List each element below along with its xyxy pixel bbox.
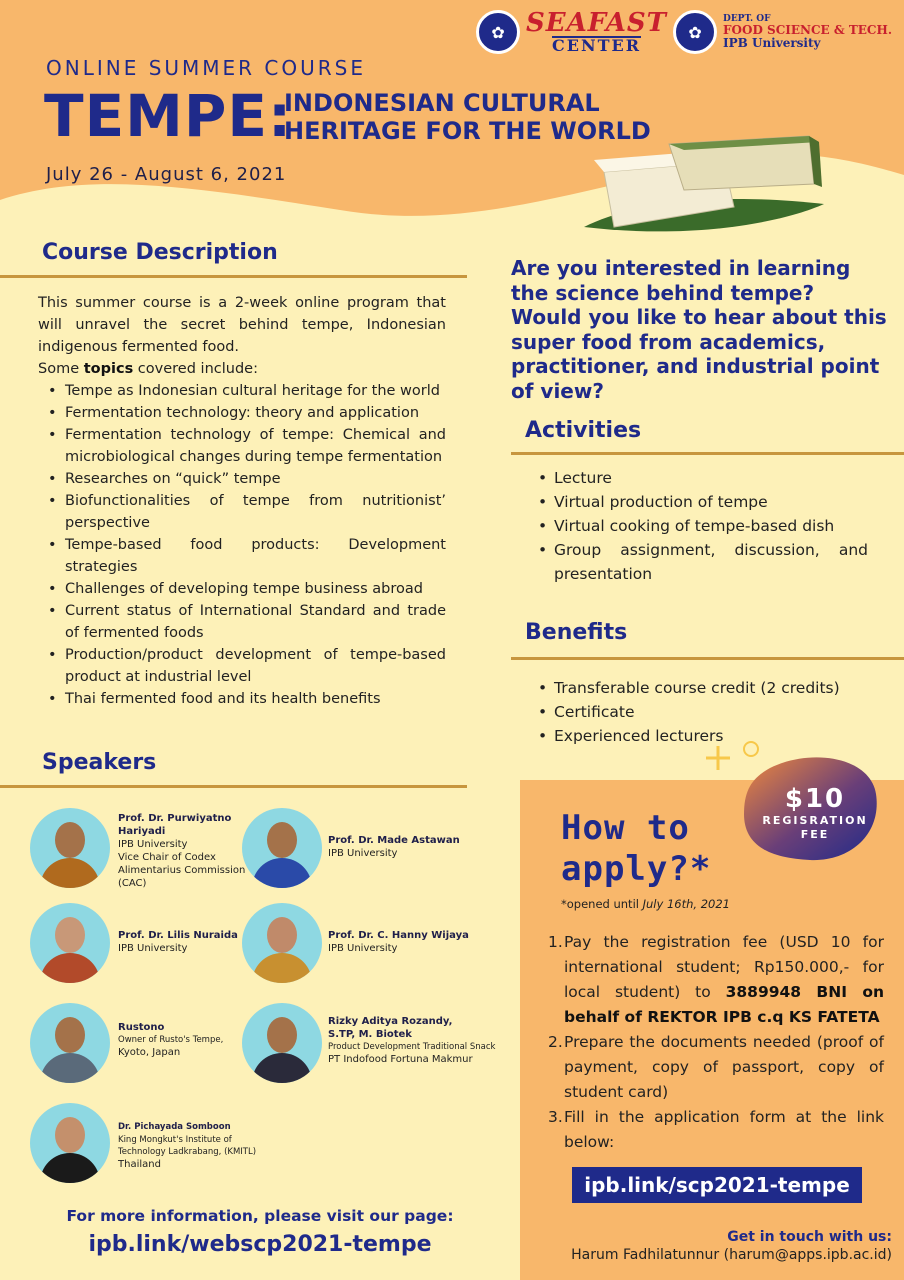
benefits-rule	[511, 657, 904, 660]
subtitle-line1: INDONESIAN CULTURAL	[284, 89, 600, 117]
apply-title-line2: apply?*	[561, 849, 712, 889]
topic-item: • Tempe-based food products: Development strategies	[38, 534, 446, 578]
topic-item: • Biofunctionalities of tempe from nutritionist’ perspective	[38, 490, 446, 534]
seafast-logo-line1: SEAFAST	[526, 8, 668, 38]
speaker-avatar	[30, 1103, 110, 1183]
speaker-affiliation: IPB University	[118, 839, 188, 850]
topic-item: • Challenges of developing tempe business abroad	[38, 578, 446, 600]
topic-item: • Tempe as Indonesian cultural heritage for the world	[38, 380, 446, 402]
speaker-card	[328, 929, 478, 955]
course-description-heading: Course Description	[42, 240, 278, 265]
step-text: Prepare the documents needed (proof of payment, copy of passport, copy of student card)	[564, 1033, 884, 1101]
ipb-seal-icon-2: ✿	[673, 10, 717, 54]
logo-bar	[476, 10, 892, 54]
benefits-heading: Benefits	[525, 620, 628, 645]
speaker-avatar	[242, 1003, 322, 1083]
course-kicker: ONLINE SUMMER COURSE	[46, 56, 367, 80]
speaker-affiliation: Owner of Rusto's Tempe,	[118, 1035, 224, 1045]
apply-step	[548, 1105, 884, 1155]
speaker-affiliation: IPB University	[328, 848, 398, 859]
activity-item: • Virtual cooking of tempe-based dish	[528, 514, 868, 538]
apply-title	[561, 808, 711, 890]
speaker-affiliation: IPB University	[328, 943, 398, 954]
activities-list	[528, 466, 868, 586]
apply-step	[548, 930, 884, 1030]
activity-item: • Group assignment, discussion, and presentation	[528, 538, 868, 586]
benefit-item: • Certificate	[528, 700, 878, 724]
step-number: 3.	[548, 1108, 563, 1126]
topic-item: • Production/product development of tempe-based product at industrial level	[38, 644, 446, 688]
speaker-affiliation: Vice Chair of Codex	[118, 852, 216, 863]
topics-list	[38, 380, 446, 710]
apply-steps	[548, 930, 884, 1155]
opened-prefix: *opened until	[561, 897, 643, 911]
speaker-avatar	[30, 808, 110, 888]
tempe-illustration	[574, 132, 834, 242]
speaker-avatar	[242, 808, 322, 888]
activity-item: • Virtual production of tempe	[528, 490, 868, 514]
application-link-button[interactable]: ipb.link/scp2021-tempe	[572, 1167, 862, 1203]
speaker-avatar	[30, 1003, 110, 1083]
speaker-affiliation: Kyoto, Japan	[118, 1047, 181, 1058]
speaker-affiliation: (CAC)	[118, 878, 147, 889]
apply-title-line1: How to	[561, 808, 690, 848]
dept-logo	[723, 14, 892, 51]
step-number: 2.	[548, 1033, 563, 1051]
topic-item: • Fermentation technology of tempe: Chemical and microbiological changes during tempe fermentation	[38, 424, 446, 468]
speaker-name: Prof. Dr. Made Astawan	[328, 835, 460, 846]
topics-word: topics	[83, 361, 134, 377]
topics-prefix: Some	[38, 361, 84, 377]
contact-heading: Get in touch with us:	[727, 1229, 892, 1245]
fee-label-line1: REGISRATION	[762, 814, 868, 827]
speaker-affiliation: Technology Ladkrabang, (KMITL)	[118, 1147, 257, 1157]
more-info-link[interactable]: ipb.link/webscp2021-tempe	[88, 1232, 432, 1257]
opened-until	[561, 897, 730, 911]
dept-line3: IPB University	[723, 36, 821, 51]
speaker-name: Prof. Dr. Purwiyatno Hariyadi	[118, 813, 232, 837]
speaker-card	[328, 1015, 508, 1066]
step-text: Pay the registration fee (USD 10 for international student; Rp150.000,- for local student) to	[564, 933, 884, 1001]
contact-info[interactable]: Harum Fadhilatunnur (harum@apps.ipb.ac.id)	[571, 1247, 892, 1263]
speaker-card	[118, 1121, 278, 1171]
page-title: TEMPE:	[44, 82, 293, 150]
speaker-card	[118, 812, 248, 890]
speaker-card	[118, 1021, 248, 1059]
speaker-name: Rustono	[118, 1022, 165, 1033]
dept-line2: FOOD SCIENCE & TECH.	[723, 22, 892, 37]
topics-intro	[38, 358, 446, 380]
activities-heading: Activities	[525, 418, 642, 443]
topic-item: • Current status of International Standard and trade of fermented foods	[38, 600, 446, 644]
seafast-logo	[526, 10, 667, 54]
speaker-affiliation: PT Indofood Fortuna Makmur	[328, 1054, 473, 1065]
step-text: Fill in the application form at the link below:	[564, 1108, 884, 1151]
speaker-avatar	[30, 903, 110, 983]
more-info-text: For more information, please visit our page:	[66, 1207, 454, 1225]
topic-item: • Fermentation technology: theory and application	[38, 402, 446, 424]
speaker-affiliation: Thailand	[118, 1159, 161, 1170]
speaker-card	[328, 834, 478, 860]
speaker-affiliation: Alimentarius Commission	[118, 865, 246, 876]
opened-date: July 16th, 2021	[642, 897, 730, 911]
speaker-avatar	[242, 903, 322, 983]
seafast-logo-line2: CENTER	[552, 36, 641, 55]
topics-suffix: covered include:	[133, 361, 258, 377]
apply-step	[548, 1030, 884, 1105]
ipb-seal-icon: ✿	[476, 10, 520, 54]
intro-question: Are you interested in learning the science behind tempe? Would you like to hear about this super food from academics, practitioner, and industrial point of view?	[511, 256, 887, 403]
speaker-card	[118, 929, 248, 955]
benefit-item: • Transferable course credit (2 credits)	[528, 676, 878, 700]
course-description-body	[38, 292, 446, 710]
activity-item: • Lecture	[528, 466, 868, 490]
speaker-affiliation: King Mongkut's Institute of	[118, 1135, 232, 1145]
bank-account: 3889948 BNI on behalf of REKTOR IPB c.q KS FATETA	[564, 983, 884, 1026]
topic-item: • Researches on “quick” tempe	[38, 468, 446, 490]
course-dates: July 26 - August 6, 2021	[46, 164, 287, 185]
fee-amount: $10	[784, 784, 846, 814]
fee-label-line2: FEE	[800, 828, 830, 841]
speaker-name: Prof. Dr. C. Hanny Wijaya	[328, 930, 469, 941]
activities-rule	[511, 452, 904, 455]
speaker-affiliation: Product Development Traditional Snack	[328, 1042, 496, 1052]
speaker-name: Rizky Aditya Rozandy, S.TP, M. Biotek	[328, 1016, 453, 1040]
dept-line1: DEPT. OF	[723, 13, 771, 24]
speaker-name: Prof. Dr. Lilis Nuraida	[118, 930, 238, 941]
speakers-rule	[0, 785, 467, 788]
speaker-name: Dr. Pichayada Somboon	[118, 1122, 231, 1132]
benefits-list	[528, 676, 878, 748]
benefit-item: • Experienced lecturers	[528, 724, 878, 748]
speakers-heading: Speakers	[42, 750, 157, 775]
step-number: 1.	[548, 933, 563, 951]
speaker-affiliation: IPB University	[118, 943, 188, 954]
subtitle-line2: HERITAGE FOR THE WORLD	[284, 116, 651, 145]
course-intro: This summer course is a 2-week online program that will unravel the secret behind tempe, Indonesian indigenous fermented food.	[38, 295, 446, 355]
course-description-rule	[0, 275, 467, 278]
topic-item: • Thai fermented food and its health benefits	[38, 688, 446, 710]
fee-badge	[745, 784, 885, 842]
